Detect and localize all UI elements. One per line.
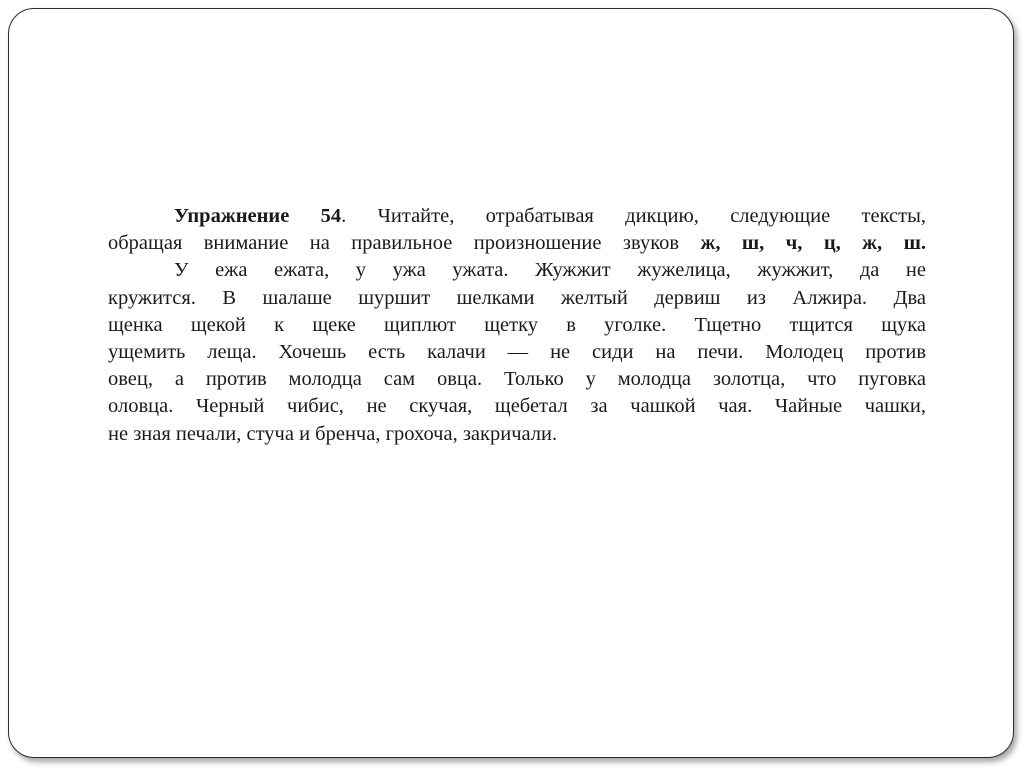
body-line: овец, а против молодца сам овца. Только у молодца золотца, что пуговка	[108, 368, 926, 391]
body-line: ущемить леща. Хочешь есть калачи — не сиди на печи. Молодец против	[108, 341, 926, 364]
exercise-title: Упражнение 54	[174, 205, 342, 227]
body-line: кружится. В шалаше шуршит шелками желтый дервиш из Алжира. Два	[108, 286, 926, 309]
exercise-instruction: . Читайте, отрабатывая дикцию, следующие тексты,	[341, 205, 926, 227]
exercise-instruction-line-2	[108, 230, 926, 257]
exercise-text	[108, 203, 926, 448]
sounds-list: ж, ш, ч, ц, ж, ш.	[700, 232, 926, 255]
body-line: не зная печали, стуча и бренча, грохоча, закричали.	[108, 422, 558, 445]
exercise-heading-line	[108, 203, 926, 230]
body-line: оловца. Черный чибис, не скучая, щебетал за чашкой чая. Чайные чашки,	[108, 395, 926, 418]
instruction-text: обращая внимание на правильное произношение звуков	[108, 232, 701, 255]
body-line: щенка щекой к щеке щиплют щетку в уголке. Тщетно тщится щука	[108, 313, 926, 336]
body-line: У ежа ежата, у ужа ужата. Жужжит жужелица, жужжит, да не	[174, 259, 926, 282]
